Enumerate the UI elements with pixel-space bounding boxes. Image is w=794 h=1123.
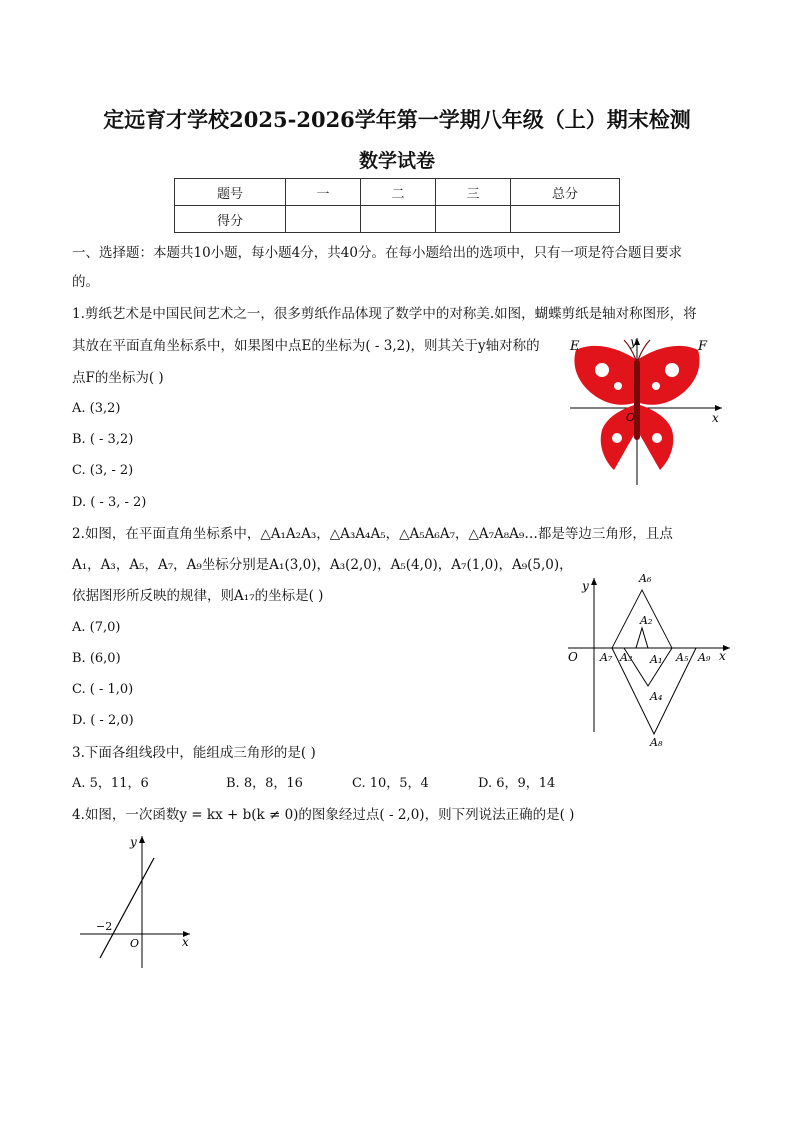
label-a4: A₄ [650, 690, 663, 703]
x-axis-label: x [182, 935, 189, 949]
q2-option-d[interactable]: D. ( - 2,0) [72, 713, 134, 728]
score-cell[interactable] [436, 206, 511, 233]
y-axis-arrow [591, 578, 597, 585]
label-a6: A₆ [639, 572, 652, 585]
score-table [174, 178, 620, 233]
label-a7: A₇ [600, 651, 613, 664]
q3-stem: 3.下面各组线段中，能组成三角形的是( ) [72, 745, 316, 761]
q2-option-c[interactable]: C. ( - 1,0) [72, 682, 134, 697]
label-a8: A₈ [650, 736, 663, 749]
score-table-score-row [175, 206, 620, 233]
score-table-header-row [175, 179, 620, 206]
x-axis-label: x [712, 411, 719, 425]
label-a9: A₉ [698, 651, 711, 664]
q3-option-b[interactable]: B. 8，8，16 [226, 776, 303, 791]
q4-stem: 4.如图，一次函数y = kx + b(k ≠ 0)的图象经过点( - 2,0)，则下列说法正确的是( ) [72, 807, 575, 823]
q1-option-c[interactable]: C. (3, - 2) [72, 463, 134, 478]
label-a2: A₂ [640, 614, 653, 627]
q2-option-a[interactable]: A. (7,0) [72, 620, 121, 635]
butterfly-figure [562, 330, 732, 490]
q1-option-d[interactable]: D. ( - 3, - 2) [72, 495, 147, 510]
q2-stem-line1: 2.如图，在平面直角坐标系中，△A₁A₂A₃，△A₃A₄A₅，△A₅A₆A₇，△A₇A₈A₉…都是等边三角形，且点 [72, 526, 673, 542]
section1-instructions: 一、选择题：本题共10小题，每小题4分，共40分。在每小题给出的选项中，只有一项是符合题目要求 [72, 245, 682, 261]
label-a5: A₅ [676, 651, 689, 664]
score-header-cell: 三 [436, 179, 511, 206]
function-line [100, 858, 154, 958]
score-cell[interactable] [511, 206, 620, 233]
y-axis-label: y [130, 835, 137, 849]
score-header-cell: 一 [286, 179, 361, 206]
label-a1: A₁ [650, 653, 663, 666]
q1-stem-line2: 其放在平面直角坐标系中，如果图中点E的坐标为( - 3,2)，则其关于y轴对称的 [72, 338, 540, 354]
score-row-label: 得分 [175, 206, 286, 233]
q1-stem-line1: 1.剪纸艺术是中国民间艺术之一，很多剪纸作品体现了数学中的对称美.如图，蝴蝶剪纸是轴对称图形，将 [72, 306, 697, 322]
linear-function-figure [76, 830, 196, 970]
score-header-cell: 题号 [175, 179, 286, 206]
y-axis-arrow [139, 836, 145, 843]
x-axis-label: x [719, 649, 726, 663]
y-axis-label: y [630, 335, 637, 349]
point-e-label: E [570, 339, 580, 354]
score-cell[interactable] [286, 206, 361, 233]
q2-stem-line3: 依据图形所反映的规律，则A₁₇的坐标是( ) [72, 588, 324, 604]
origin-label: O [568, 650, 578, 664]
q3-option-c[interactable]: C. 10，5，4 [352, 776, 429, 791]
q1-option-b[interactable]: B. ( - 3,2) [72, 432, 134, 447]
q3-option-d[interactable]: D. 6，9，14 [478, 776, 556, 791]
q1-option-a[interactable]: A. (3,2) [72, 401, 121, 416]
score-header-cell: 总分 [511, 179, 620, 206]
score-header-cell: 二 [361, 179, 436, 206]
triangles-figure [564, 568, 734, 754]
section1-instructions-cont: 的。 [72, 274, 99, 290]
neg-two-label: −2 [96, 920, 113, 933]
y-axis-label: y [582, 579, 589, 593]
origin-label: O [130, 937, 140, 950]
page-title: 定远育才学校2025-2026学年第一学期八年级（上）期末检测 [103, 107, 691, 132]
label-a3: A₃ [620, 651, 633, 664]
point-f-label: F [698, 339, 708, 354]
q2-stem-line2: A₁，A₃，A₅，A₇，A₉坐标分别是A₁(3,0)，A₃(2,0)，A₅(4,0)，A₇(1,0)，A₉(5,0)， [72, 557, 573, 573]
q3-option-a[interactable]: A. 5，11，6 [72, 776, 149, 791]
q2-option-b[interactable]: B. (6,0) [72, 651, 121, 666]
q1-stem-line3: 点F的坐标为( ) [72, 370, 164, 386]
score-cell[interactable] [361, 206, 436, 233]
page-subtitle: 数学试卷 [358, 150, 435, 172]
origin-label: O [626, 411, 636, 424]
